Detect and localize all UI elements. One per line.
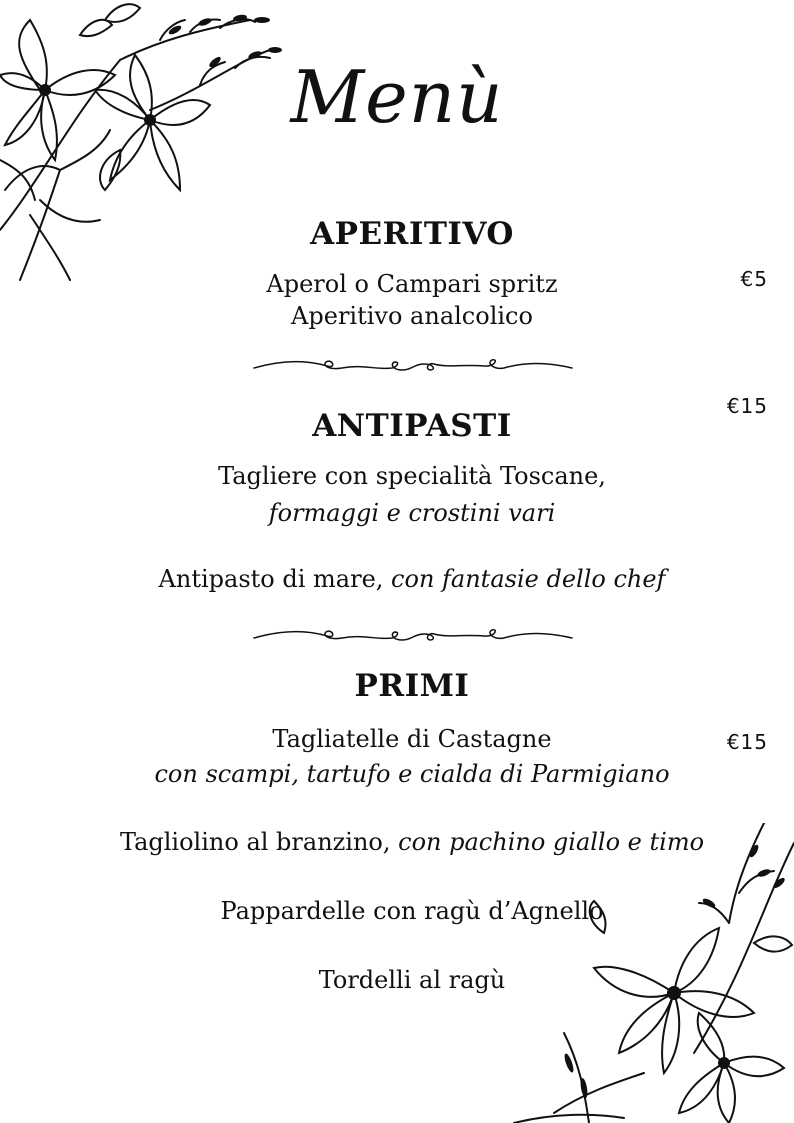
menu-title: Menù (290, 55, 504, 139)
primi-price: €15 (726, 730, 768, 754)
primi-item-1-name: Tagliatelle di Castagne (272, 725, 552, 753)
aperitivo-price: €5 (740, 267, 768, 291)
section-heading-primi: PRIMI (354, 668, 470, 704)
primi-item-1-desc: con scampi, tartufo e cialda di Parmigiano (154, 760, 670, 788)
antipasti-item-2 (0, 563, 794, 595)
primi-item-2-name: Tagliolino al branzino, (119, 828, 399, 856)
swirl-divider-icon (252, 624, 574, 648)
antipasti-item-1-name: Tagliere con specialità Toscane, (218, 462, 606, 490)
primi-item-2-desc: con pachino giallo e timo (398, 828, 705, 856)
antipasti-price: €15 (726, 394, 768, 418)
antipasti-item-1-desc: formaggi e crostini vari (268, 499, 556, 527)
section-heading-aperitivo: APERITIVO (310, 216, 514, 252)
primi-item-3: Pappardelle con ragù d’Agnello (220, 897, 604, 925)
aperitivo-item-2: Aperitivo analcolico (291, 302, 533, 330)
primi-item-4: Tordelli al ragù (318, 966, 506, 994)
primi-item-2 (0, 826, 794, 858)
floral-top-left-icon (0, 0, 300, 300)
antipasti-item-2-name: Antipasto di mare, (158, 565, 392, 593)
swirl-divider-icon (252, 354, 574, 378)
section-heading-antipasti: ANTIPASTI (312, 408, 512, 444)
aperitivo-item-1: Aperol o Campari spritz (266, 270, 558, 298)
antipasti-item-2-desc: con fantasie dello chef (391, 565, 666, 593)
